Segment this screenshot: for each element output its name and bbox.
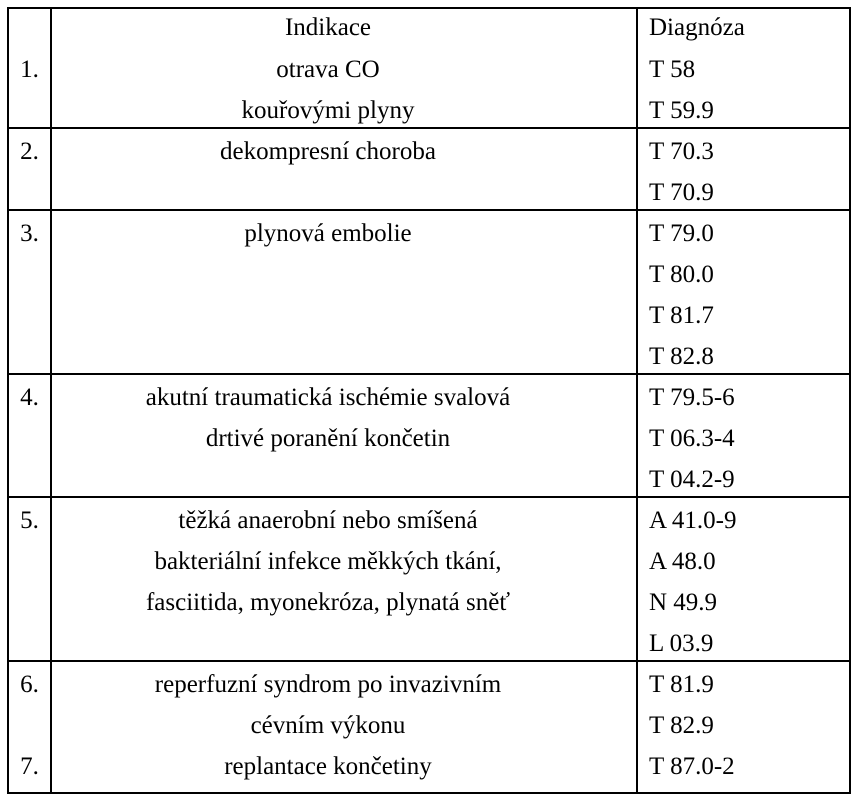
row-diagnosis: T 82.9 (649, 712, 714, 739)
row-number: 5. (20, 507, 39, 534)
row-number: 4. (20, 384, 39, 411)
row-indication: replantace končetiny (224, 753, 432, 780)
row-diagnosis: T 06.3-4 (649, 425, 735, 452)
row-indication: cévním výkonu (250, 712, 406, 739)
row-number: 1. (20, 56, 39, 83)
header-indication: Indikace (284, 14, 372, 41)
row-diagnosis: L 03.9 (649, 630, 714, 657)
row-diagnosis: T 58 (649, 56, 696, 83)
row-diagnosis: T 79.5-6 (649, 384, 735, 411)
row-indication: fasciitida, myonekróza, plynatá sněť (145, 589, 511, 616)
row-diagnosis: T 87.0-2 (649, 753, 735, 780)
row-diagnosis: T 70.9 (649, 179, 714, 206)
row-diagnosis: N 49.9 (649, 589, 718, 616)
row-number: 7. (20, 753, 39, 780)
group-divider-1 (9, 127, 849, 129)
row-diagnosis: T 04.2-9 (649, 466, 735, 493)
group-divider-3 (9, 373, 849, 375)
row-indication: kouřovými plyny (241, 97, 415, 124)
row-indication: otrava CO (276, 56, 380, 83)
group-divider-4 (9, 496, 849, 498)
row-number: 3. (20, 220, 39, 247)
row-diagnosis: T 82.8 (649, 343, 714, 370)
row-indication: těžká anaerobní nebo smíšená (178, 507, 478, 534)
row-diagnosis: T 79.0 (649, 220, 714, 247)
row-diagnosis: T 70.3 (649, 138, 714, 165)
row-indication: bakteriální infekce měkkých tkání, (154, 548, 502, 575)
row-diagnosis: T 80.0 (649, 261, 714, 288)
row-indication: dekompresní choroba (220, 138, 436, 165)
row-number: 6. (20, 671, 39, 698)
group-divider-2 (9, 209, 849, 211)
group-divider-5 (9, 660, 849, 662)
row-indication: reperfuzní syndrom po invazivním (154, 671, 502, 698)
row-diagnosis: A 41.0-9 (649, 507, 737, 534)
row-diagnosis: T 81.7 (649, 302, 714, 329)
row-indication: akutní traumatická ischémie svalová (145, 384, 511, 411)
row-number: 2. (20, 138, 39, 165)
row-indication: drtivé poranění končetin (205, 425, 451, 452)
row-diagnosis: T 59.9 (649, 97, 714, 124)
header-diagnosis: Diagnóza (649, 14, 745, 41)
indication-diagnosis-table (7, 7, 851, 794)
row-indication: plynová embolie (244, 220, 412, 247)
row-diagnosis: A 48.0 (649, 548, 716, 575)
row-diagnosis: T 81.9 (649, 671, 714, 698)
